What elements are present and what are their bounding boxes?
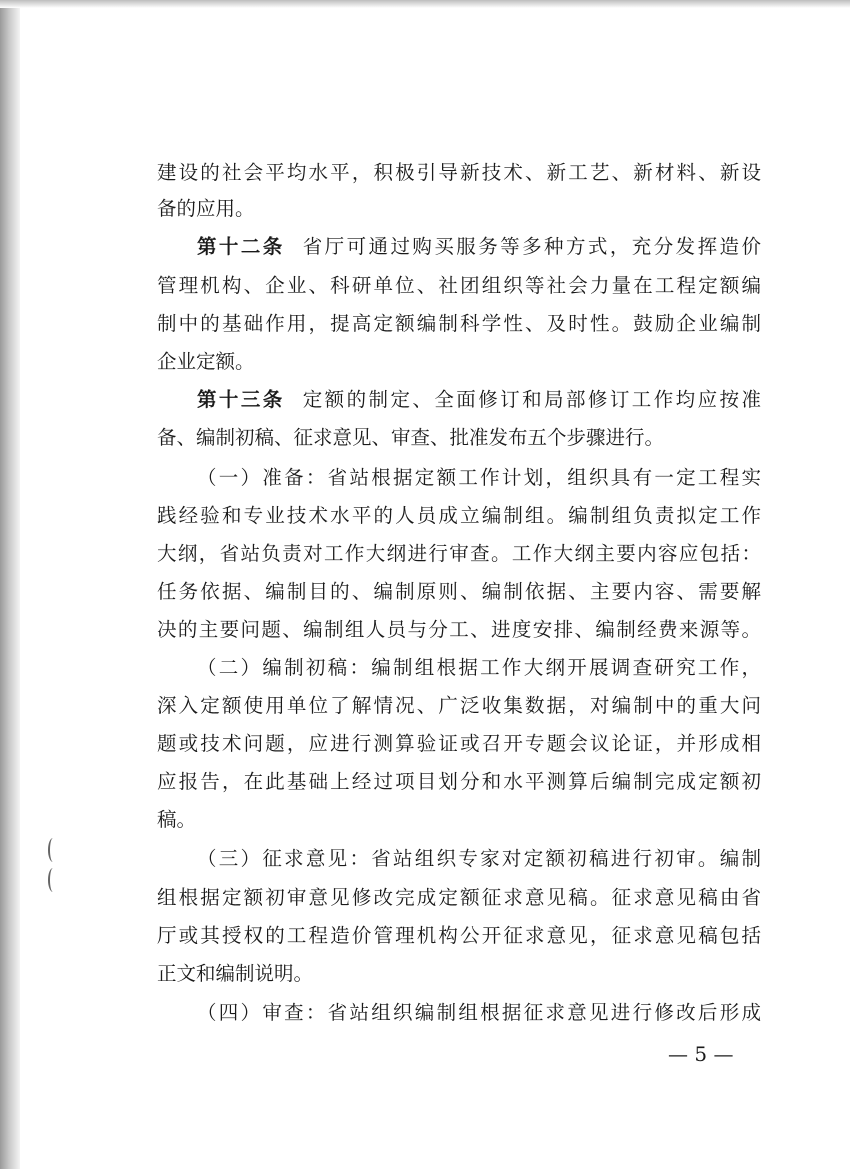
article-heading: 第十二条 — [197, 235, 285, 258]
text-line: 任务依据、编制目的、编制原则、编制依据、主要内容、需要解 — [157, 580, 761, 603]
text-line: 稿。 — [157, 808, 197, 831]
text-line: （四）审查：省站组织编制组根据征求意见进行修改后形成 — [197, 1001, 761, 1024]
text-line: 深入定额使用单位了解情况、广泛收集数据，对编制中的重大问 — [157, 694, 761, 717]
text-line: 决的主要问题、编制组人员与分工、进度安排、编制经费来源等。 — [157, 618, 761, 641]
binding-mark — [48, 868, 58, 892]
text-line: 企业定额。 — [157, 350, 255, 373]
text-line: 大纲，省站负责对工作大纲进行审查。工作大纲主要内容应包括： — [157, 542, 761, 565]
text-line: （三）征求意见：省站组织专家对定额初稿进行初审。编制 — [197, 847, 761, 870]
article-13-line — [197, 382, 761, 418]
article-heading: 第十三条 — [197, 388, 285, 411]
text-line: 备、编制初稿、征求意见、审查、批准发布五个步骤进行。 — [157, 426, 665, 449]
text-line: （二）编制初稿：编制组根据工作大纲开展调查研究工作， — [197, 656, 761, 679]
text-line: 建设的社会平均水平，积极引导新技术、新工艺、新材料、新设 — [157, 161, 761, 184]
text-line: （一）准备：省站根据定额工作计划，组织具有一定工程实 — [197, 466, 761, 489]
text-line: 管理机构、企业、科研单位、社团组织等社会力量在工程定额编 — [157, 274, 761, 297]
text-line: 省厅可通过购买服务等多种方式，充分发挥造价 — [302, 235, 761, 258]
text-line: 定额的制定、全面修订和局部修订工作均应按准 — [302, 388, 761, 411]
page-number: — 5 — — [668, 1042, 734, 1066]
text-line: 践经验和专业技术水平的人员成立编制组。编制组负责拟定工作 — [157, 504, 761, 527]
article-12-line — [197, 229, 761, 265]
text-line: 正文和编制说明。 — [157, 962, 314, 985]
text-line: 应报告，在此基础上经过项目划分和水平测算后编制完成定额初 — [157, 770, 761, 793]
text-line: 制中的基础作用，提高定额编制科学性、及时性。鼓励企业编制 — [157, 312, 761, 335]
text-line: 厅或其授权的工程造价管理机构公开征求意见，征求意见稿包括 — [157, 924, 761, 947]
text-line: 备的应用。 — [157, 197, 255, 220]
text-line: 组根据定额初审意见修改完成定额征求意见稿。征求意见稿由省 — [157, 886, 761, 909]
text-line: 题或技术问题，应进行测算验证或召开专题会议论证，并形成相 — [157, 732, 761, 755]
binding-mark — [48, 838, 58, 862]
